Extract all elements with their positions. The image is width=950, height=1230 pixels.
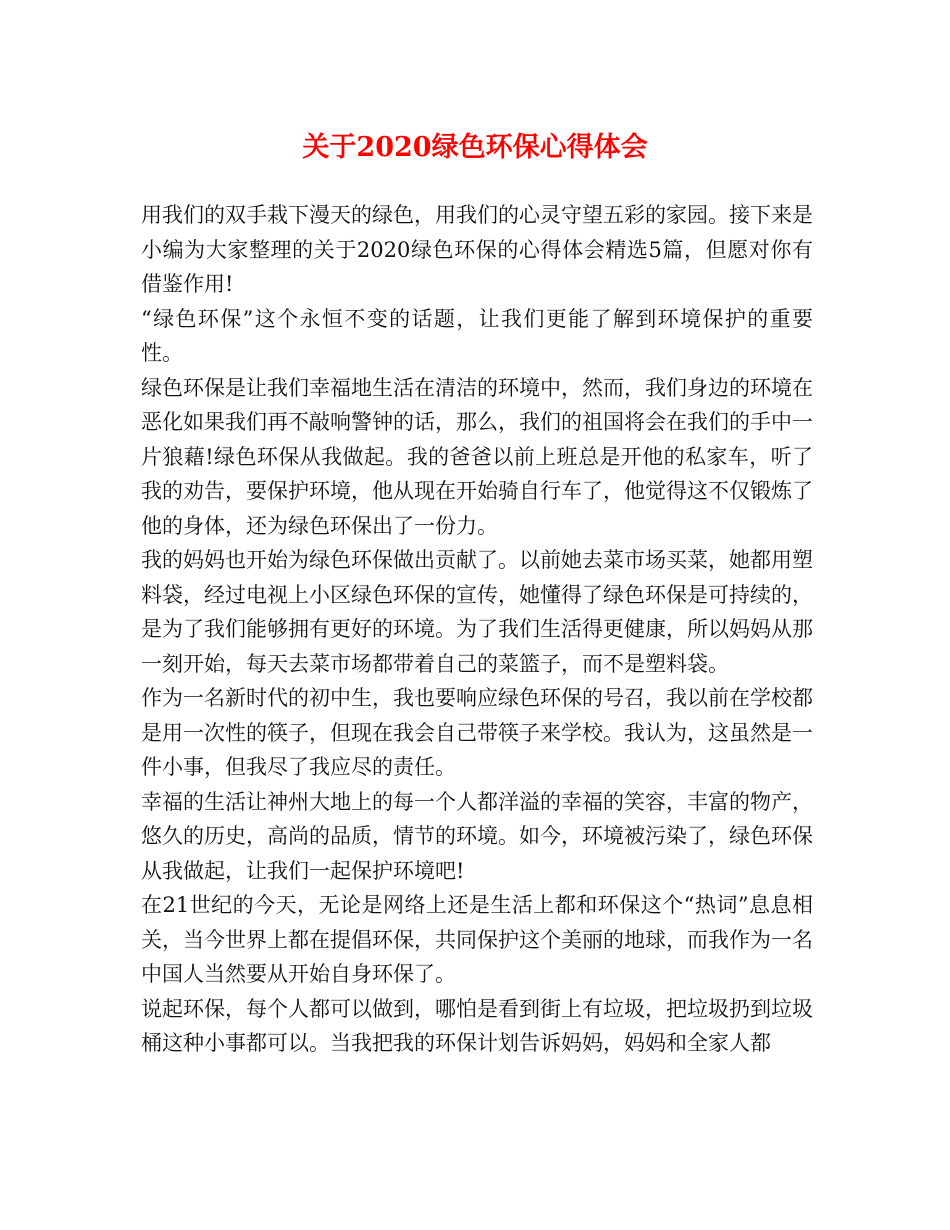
paragraph-1: 用我们的双手栽下漫天的绿色，用我们的心灵守望五彩的家园。接下来是小编为大家整理的关于2020绿色环保的心得体会精选5篇，但愿对你有借鉴作用! [141, 203, 813, 296]
paragraph-6: 幸福的生活让神州大地上的每一个人都洋溢的幸福的笑容，丰富的物产，悠久的历史，高尚的品质，情节的环境。如今，环境被污染了，绿色环保从我做起，让我们一起保护环境吧! [141, 789, 813, 883]
paragraph-3: 绿色环保是让我们幸福地生活在清洁的环境中，然而，我们身边的环境在恶化如果我们再不敲响警钟的话，那么，我们的祖国将会在我们的手中一片狼藉!绿色环保从我做起。我的爸爸以前上班总是开他的私家车，听了我的劝告，要保护环境，他从现在开始骑自行车了，他觉得这不仅锻炼了他的身体，还为绿色环保出了一份力。 [141, 375, 813, 538]
paragraph-4: 我的妈妈也开始为绿色环保做出贡献了。以前她去菜市场买菜，她都用塑料袋，经过电视上小区绿色环保的宣传，她懂得了绿色环保是可持续的，是为了我们能够拥有更好的环境。为了我们生活得更健康，所以妈妈从那一刻开始，每天去菜市场都带着自己的菜篮子，而不是塑料袋。 [141, 548, 813, 676]
paragraph-5: 作为一名新时代的初中生，我也要响应绿色环保的号召，我以前在学校都是用一次性的筷子，但现在我会自己带筷子来学校。我认为，这虽然是一件小事，但我尽了我应尽的责任。 [141, 686, 813, 779]
document-title: 关于2020绿色环保心得体会 [302, 132, 648, 163]
paragraph-8: 说起环保，每个人都可以做到，哪怕是看到街上有垃圾，把垃圾扔到垃圾桶这种小事都可以。当我把我的环保计划告诉妈妈，妈妈和全家人都 [141, 996, 813, 1055]
paragraph-7: 在21世纪的今天，无论是网络上还是生活上都和环保这个“热词”息息相关，当今世界上都在提倡环保，共同保护这个美丽的地球，而我作为一名中国人当然要从开始自身环保了。 [141, 893, 813, 986]
document-body [141, 198, 813, 1061]
paragraph-2: “绿色环保”这个永恒不变的话题，让我们更能了解到环境保护的重要性。 [141, 306, 813, 365]
